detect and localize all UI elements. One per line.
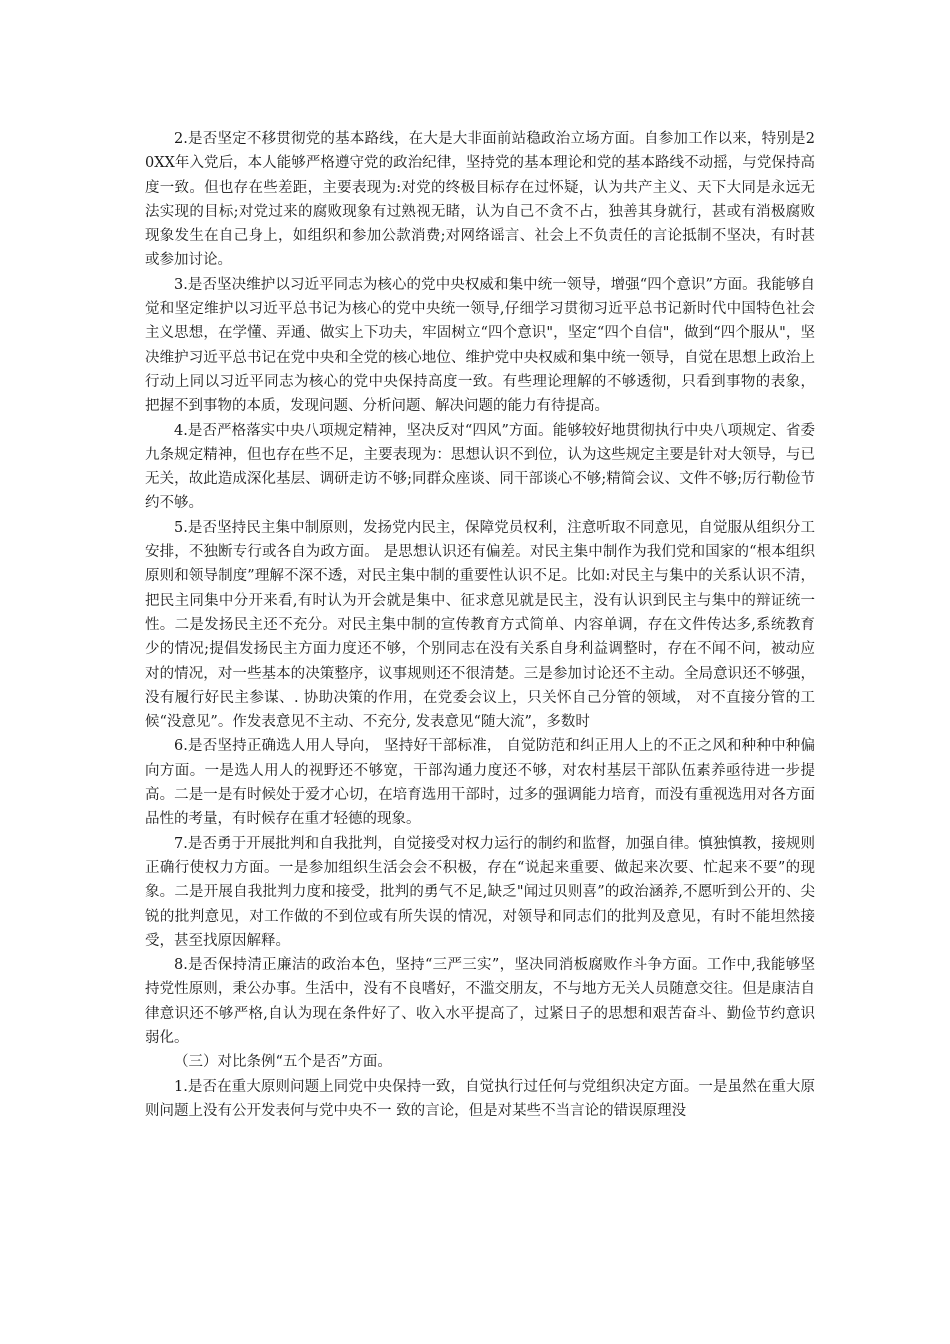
paragraph-item-1: 1.是否在重大原则问题上同党中央保持一致，自觉执行过任何与党组织决定方面。一是虽然在重大原则问题上没有公开发表何与党中央不一 致的言论，但是对某些不当言论的错误原理没 [145, 1078, 815, 1119]
paragraph-item-2: 2.是否坚定不移贯彻党的基本路线，在大是大非面前站稳政治立场方面。自参加工作以来，特别是20XX年入党后，本人能够严格遵守党的政治纪律，坚持党的基本理论和党的基本路线不动摇，与党保持高度一致。但也存在些差距，主要表现为:对党的终极目标存在过怀疑，认为共产主义、天下大同是永远无法实现的目标;对党过来的腐败现象有过熟视无睹，认为自己不贪不占，独善其身就行，甚或有消极腐败现象发生在自己身上，如组织和参加公款消费;对网络谣言、社会上不负责任的言论抵制不坚决，有时甚或参加讨论。 [145, 131, 815, 269]
paragraph-item-6: 6.是否坚持正确选人用人导向， 坚持好干部标准， 自觉防范和纠正用人上的不正之风和种种中种偏向方面。一是选人用人的视野还不够宽，干部沟通力度还不够，对农村基层干部队伍素养亟待进一步提高。二是一是有时候处于爱才心切，在培育选用干部时，过多的强调能力培育，而没有重视选用对各方面品性的考量，有时候存在重才轻德的现象。 [145, 738, 815, 828]
paragraph-item-3: 3.是否坚决维护以习近平同志为核心的党中央权威和集中统一领导，增强“四个意识”方面。我能够自觉和坚定维护以习近平总书记为核心的党中央统一领导,仔细学习贯彻习近平总书记新时代中国特色社会主义思想，在学懂、弄通、做实上下功夫，牢固树立“四个意识"，坚定“四个自信"，做到“四个服从"，坚决维护习近平总书记在党中央和全党的核心地位、维护党中央权威和集中统一领导，自觉在思想上政治上行动上同以习近平同志为核心的党中央保持高度一致。有些理论理解的不够透彻，只看到事物的表象， 把握不到事物的本质，发现问题、分析问题、解决问题的能力有待提高。 [145, 276, 815, 415]
paragraph-item-5: 5.是否坚持民主集中制原则，发扬党内民主，保障党员权利，注意听取不同意见，自觉服从组织分工安排，不独断专行或各自为政方面。 是思想认识还有偏差。对民主集中制作为我们党和国家的“根本组织原则和领导制度”理解不深不透，对民主集中制的重要性认识不足。比如:对民主与集中的关系认识不清，把民主同集中分开来看,有时认为开会就是集中、征求意见就是民主，没有认识到民主与集中的辩证统一性。二是发扬民主还不充分。对民主集中制的宣传教育方式简单、内容单调，存在文件传达多,系统教育少的情况;提倡发扬民主方面力度还不够，个别同志在没有关系自身利益调整时，存在不闻不问，被动应对的情况，对一些基本的决策整序，议事规则还不很清楚。三是参加讨论还不主动。全局意识还不够强，没有履行好民主参谋、. 协助决策的作用，在党委会议上，只关怀自己分管的领域， 对不直接分管的工候“没意见”。作发表意见不主动、不充分, 发表意见“随大流”，多数时 [145, 519, 815, 731]
paragraph-item-7: 7.是否勇于开展批判和自我批判，自觉接受对权力运行的制约和监督，加强自律。慎独慎教，接规则正确行使权力方面。一是参加组织生活会会不积极，存在“说起来重要、做起来次要、忙起来不要”的现象。二是开展自我批判力度和接受，批判的勇气不足,缺乏"闻过贝则喜”的政治涵养,不愿听到公开的、尖锐的批判意见，对工作做的不到位或有所失误的情况，对领导和同志们的批判及意见，有时不能坦然接受，甚至找原因解释。 [145, 835, 815, 949]
paragraph-item-4: 4.是否严格落实中央八项规定精神，坚决反对“四风”方面。能够较好地贯彻执行中央八项规定、省委九条规定精神，但也存在些不足，主要表现为：思想认识不到位，认为这些规定主要是针对大领导，与已无关，故此造成深化基层、调研走访不够;同群众座谈、同干部谈心不够;精简会议、文件不够;厉行勒俭节约不够。 [145, 422, 815, 512]
paragraph-item-8: 8.是否保持清正廉洁的政治本色，坚持“三严三实”，坚决同消板腐败作斗争方面。工作中,我能够坚持党性原则，秉公办事。生活中，没有不良嗜好，不滥交朋友，不与地方无关人员随意交往。但是康洁自律意识还不够严格,自认为现在条件好了、收入水平提高了，过紧日子的思想和艰苦奋斗、勤俭节约意识弱化。 [145, 957, 815, 1046]
document-page [145, 127, 815, 1123]
section-heading: （三）对比条例“五个是否”方面。 [174, 1054, 392, 1071]
